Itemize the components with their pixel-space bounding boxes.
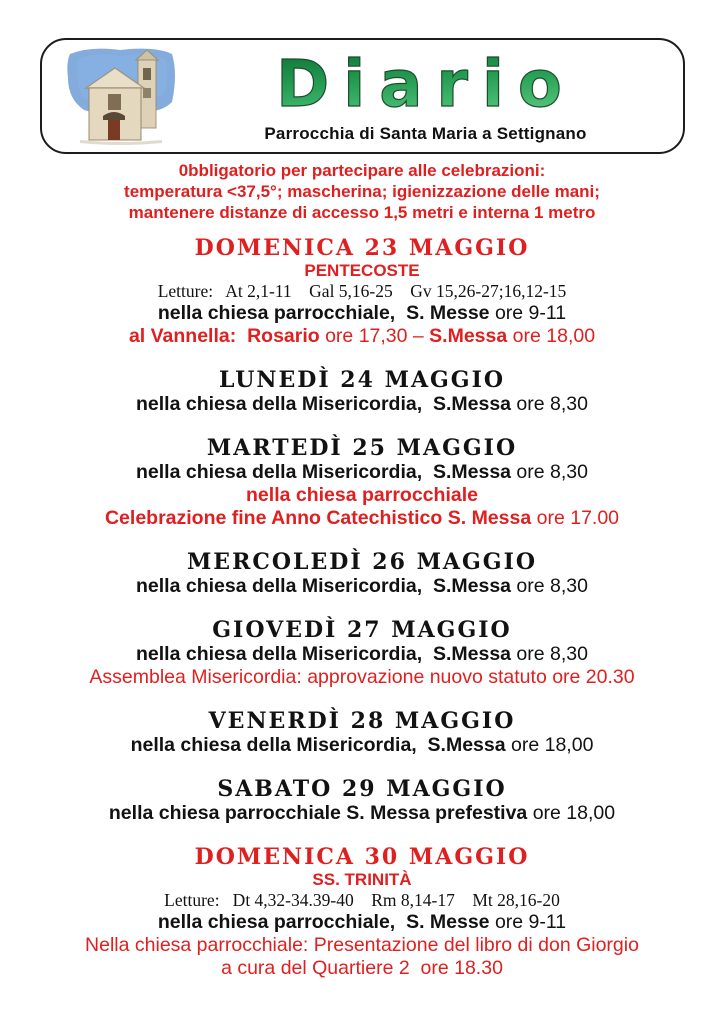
day-section [0,550,724,598]
day-heading: MARTEDÌ 25 MAGGIO [206,435,518,461]
day-line [0,484,724,507]
day-line-segment: ore 9-11 [489,302,567,324]
day-subheading: PENTECOSTE [304,261,420,280]
day-heading: DOMENICA 30 MAGGIO [194,844,530,870]
day-heading: MERCOLEDÌ 26 MAGGIO [186,549,538,575]
day-heading: SABATO 29 MAGGIO [217,776,507,802]
day-line-segment: al Vannella: Rosario [128,325,320,347]
bulletin-content [0,160,724,1000]
church-watercolor-icon [60,44,182,148]
day-line-segment: nella chiesa della Misericordia, S.Messa [136,393,512,415]
day-line-segment: ore 17.00 [531,507,620,529]
day-readings: Letture: At 2,1-11 Gal 5,16-25 Gv 15,26-27;16,12-15 [157,281,567,301]
day-section [0,368,724,416]
day-line [0,734,724,757]
day-list [0,236,724,980]
day-line [0,393,724,416]
covid-notice [0,160,724,223]
day-line-segment: nella chiesa della Misericordia, S.Messa [136,461,512,483]
day-line-segment: nella chiesa parrocchiale [246,484,478,506]
day-line [0,911,724,934]
diario-logo [206,42,646,122]
day-subheading: SS. TRINITÀ [312,870,412,889]
day-line-segment: Nella chiesa parrocchiale: Presentazione del libro di don Giorgio [85,934,639,956]
notice-line: temperatura <37,5°; mascherina; igienizzazione delle mani; [124,182,600,201]
day-line-segment: ore 18,00 [507,325,596,347]
day-section [0,436,724,530]
day-line-segment: Celebrazione fine Anno Catechistico S. Messa [104,507,532,529]
day-section [0,845,724,980]
diario-title-text: Diario [275,48,576,122]
day-line [0,666,724,689]
day-line-segment: ore 8,30 [511,461,588,483]
day-line-segment: ore 18,00 [505,734,594,756]
day-section [0,709,724,757]
day-line [0,802,724,825]
day-line [0,643,724,666]
day-line-segment: nella chiesa parrocchiale S. Messa prefestiva [108,802,528,824]
day-line-segment: ore 18,00 [527,802,616,824]
day-line [0,302,724,325]
header-title-block [182,44,669,148]
day-line [0,461,724,484]
day-line-segment: ore 8,30 [511,575,588,597]
day-line-segment: ore 8,30 [511,393,588,415]
day-line [0,325,724,348]
day-line-segment: ore 8,30 [511,643,588,665]
day-line [0,507,724,530]
day-readings: Letture: Dt 4,32-34.39-40 Rm 8,14-17 Mt 28,16-20 [164,890,560,910]
day-line-segment: nella chiesa parrocchiale, S. Messe [157,911,490,933]
day-line-segment: nella chiesa della Misericordia, S.Messa [136,575,512,597]
day-line-segment: nella chiesa della Misericordia, S.Messa [130,734,506,756]
day-section [0,618,724,689]
day-heading: DOMENICA 23 MAGGIO [194,235,530,261]
header-subtitle: Parrocchia di Santa Maria a Settignano [264,124,587,143]
notice-line: 0bbligatorio per partecipare alle celebrazioni: [178,161,546,180]
day-line-segment: a cura del Quartiere 2 ore 18.30 [221,957,503,979]
day-line [0,934,724,957]
day-line-segment: ore 17,30 – [319,325,430,347]
day-line [0,957,724,980]
day-heading: LUNEDÌ 24 MAGGIO [218,367,506,393]
day-line [0,575,724,598]
day-line-segment: nella chiesa parrocchiale, S. Messe [157,302,490,324]
day-line-segment: nella chiesa della Misericordia, S.Messa [136,643,512,665]
header-box [40,38,685,154]
church-image [60,44,182,148]
day-heading: GIOVEDÌ 27 MAGGIO [212,617,512,643]
day-section [0,236,724,348]
day-line-segment: Assemblea Misericordia: approvazione nuovo statuto ore 20.30 [89,666,635,688]
day-line-segment: S.Messa [429,325,508,347]
day-heading: VENERDÌ 28 MAGGIO [208,708,516,734]
day-section [0,777,724,825]
notice-line: mantenere distanze di accesso 1,5 metri e interna 1 metro [128,203,596,222]
day-line-segment: ore 9-11 [489,911,567,933]
